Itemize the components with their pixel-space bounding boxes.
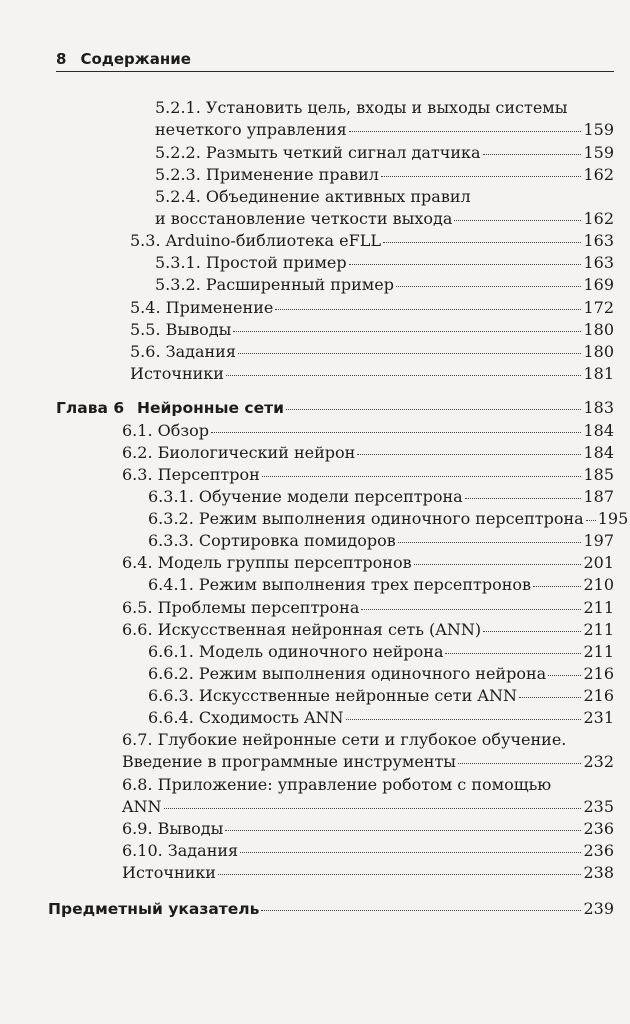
toc-entry-5-5[interactable]: 5.5. Выводы 180: [130, 320, 614, 339]
running-title: Содержание: [80, 50, 191, 68]
toc-entry-6-4[interactable]: 6.4. Модель группы персептронов 201: [122, 553, 614, 572]
toc-entry-6-3[interactable]: 6.3. Персептрон 185: [122, 465, 614, 484]
toc-entry-6-7[interactable]: Введение в программные инструменты 232: [122, 752, 614, 771]
page-ref: 169: [583, 275, 614, 294]
page-ref: 163: [583, 253, 614, 272]
page-ref: 236: [583, 819, 614, 838]
page-ref: 239: [583, 899, 614, 918]
toc-entry-6-3-2[interactable]: 6.3.2. Режим выполнения одиночного персептрона 195: [148, 509, 629, 528]
toc-entry-6-3-3[interactable]: 6.3.3. Сортировка помидоров 197: [148, 531, 614, 550]
toc-entry-6-6[interactable]: 6.6. Искусственная нейронная сеть (ANN) 211: [122, 620, 614, 639]
toc-entry-6-8-line1: 6.8. Приложение: управление роботом с помощью: [122, 775, 552, 794]
toc-entry-6-6-1[interactable]: 6.6.1. Модель одиночного нейрона 211: [148, 642, 614, 661]
toc-entry-5-4[interactable]: 5.4. Применение 172: [130, 298, 614, 317]
page-ref: 163: [583, 231, 614, 250]
toc-entry-sources-ch6[interactable]: Источники 238: [122, 863, 614, 882]
toc-chapter-6[interactable]: Нейронные сети 183: [137, 398, 614, 417]
toc-entry-sources-ch5[interactable]: Источники 181: [130, 364, 614, 383]
toc-entry-6-2[interactable]: 6.2. Биологический нейрон 184: [122, 443, 614, 462]
page-ref: 211: [583, 642, 614, 661]
toc-entry-5-2-2[interactable]: 5.2.2. Размыть четкий сигнал датчика 159: [155, 143, 614, 162]
page-ref: 183: [583, 398, 614, 417]
page-ref: 236: [583, 841, 614, 860]
page-ref: 238: [583, 863, 614, 882]
page-ref: 210: [583, 575, 614, 594]
page-ref: 181: [583, 364, 614, 383]
page-ref: 235: [583, 797, 614, 816]
toc-entry-6-3-1[interactable]: 6.3.1. Обучение модели персептрона 187: [148, 487, 614, 506]
toc-entry-6-1[interactable]: 6.1. Обзор 184: [122, 421, 614, 440]
page-ref: 159: [583, 120, 614, 139]
page-ref: 162: [583, 165, 614, 184]
page-ref: 211: [583, 620, 614, 639]
toc-entry-5-6[interactable]: 5.6. Задания 180: [130, 342, 614, 361]
toc-entry-6-4-1[interactable]: 6.4.1. Режим выполнения трех персептронов 210: [148, 575, 614, 594]
page-ref: 232: [583, 752, 614, 771]
page-ref: 185: [583, 465, 614, 484]
toc-entry-5-3[interactable]: 5.3. Arduino-библиотека eFLL 163: [130, 231, 614, 250]
page-number: 8: [56, 50, 67, 68]
page-ref: 201: [583, 553, 614, 572]
toc-entry-5-2-4-line1: 5.2.4. Объединение активных правил: [155, 187, 471, 206]
page-ref: 197: [583, 531, 614, 550]
page-ref: 231: [583, 708, 614, 727]
page-ref: 184: [583, 421, 614, 440]
toc-entry-6-6-3[interactable]: 6.6.3. Искусственные нейронные сети ANN 216: [148, 686, 614, 705]
toc-entry-6-8[interactable]: ANN 235: [122, 797, 614, 816]
page-ref: 162: [583, 209, 614, 228]
toc-entry-5-3-2[interactable]: 5.3.2. Расширенный пример 169: [155, 275, 614, 294]
page-ref: 216: [583, 686, 614, 705]
page-ref: 172: [583, 298, 614, 317]
toc-entry-6-10[interactable]: 6.10. Задания 236: [122, 841, 614, 860]
toc-entry-5-2-1[interactable]: нечеткого управления 159: [155, 120, 614, 139]
page-ref: 211: [583, 598, 614, 617]
toc-entry-6-6-4[interactable]: 6.6.4. Сходимость ANN 231: [148, 708, 614, 727]
page-ref: 184: [583, 443, 614, 462]
page-ref: 159: [583, 143, 614, 162]
page-ref: 180: [583, 320, 614, 339]
toc-entry-5-2-3[interactable]: 5.2.3. Применение правил 162: [155, 165, 614, 184]
toc-entry-6-7-line1: 6.7. Глубокие нейронные сети и глубокое обучение.: [122, 730, 567, 749]
toc-entry-5-3-1[interactable]: 5.3.1. Простой пример 163: [155, 253, 614, 272]
page-ref: 180: [583, 342, 614, 361]
chapter-6-label: Глава 6: [56, 399, 125, 417]
toc-subject-index[interactable]: Предметный указатель 239: [48, 899, 614, 918]
page-ref: 195: [597, 509, 629, 528]
page-ref: 187: [583, 487, 614, 506]
toc-entry-5-2-1-line1: 5.2.1. Установить цель, входы и выходы системы: [155, 98, 568, 117]
page-ref: 216: [583, 664, 614, 683]
toc-entry-6-5[interactable]: 6.5. Проблемы персептрона 211: [122, 598, 614, 617]
toc-entry-6-9[interactable]: 6.9. Выводы 236: [122, 819, 614, 838]
toc-entry-6-6-2[interactable]: 6.6.2. Режим выполнения одиночного нейрона 216: [148, 664, 614, 683]
toc-entry-5-2-4[interactable]: и восстановление четкости выхода 162: [155, 209, 614, 228]
